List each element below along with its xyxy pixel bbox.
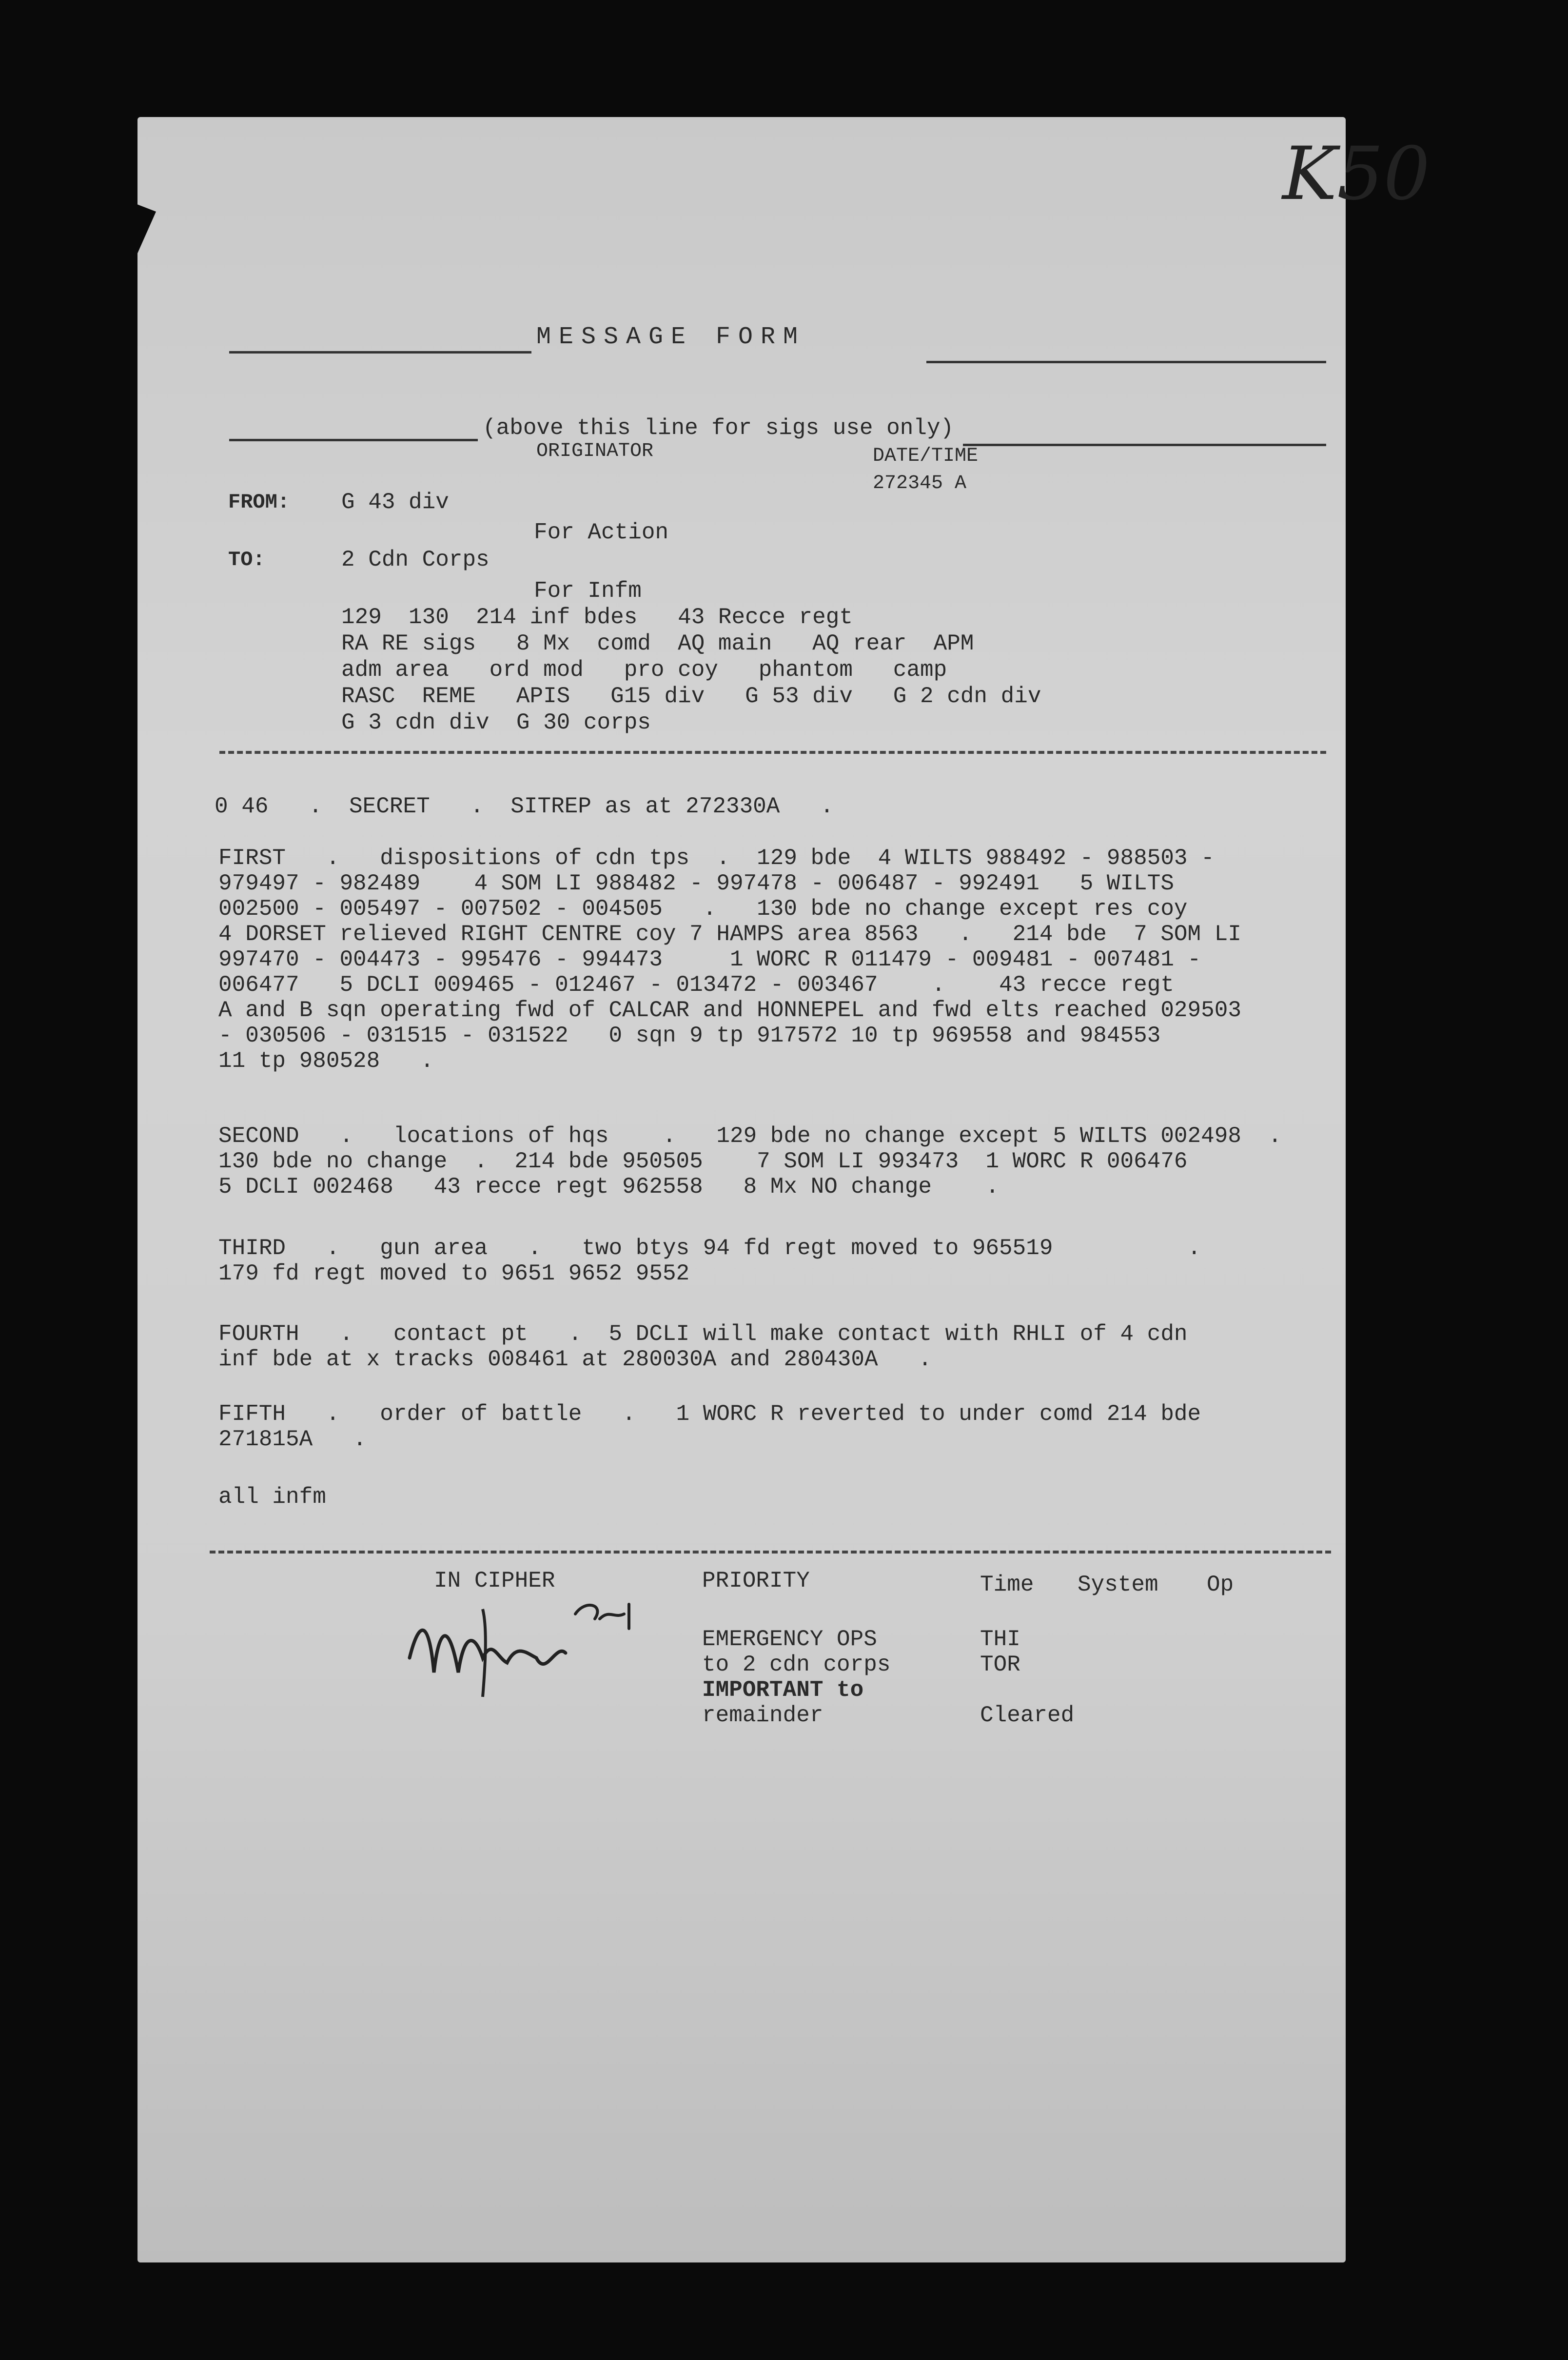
body-line: 006477 5 DCLI 009465 - 012467 - 013472 - 003467 . 43 recce regt: [218, 972, 1174, 998]
priority-line: to 2 cdn corps: [702, 1652, 891, 1677]
sigs-note: (above this line for sigs use only): [483, 415, 954, 441]
body-line: 979497 - 982489 4 SOM LI 988482 - 997478 - 006487 - 992491 5 WILTS: [218, 871, 1174, 896]
infm-line: RA RE sigs 8 Mx comd AQ main AQ rear APM: [341, 631, 974, 656]
priority-line: IMPORTANT to: [702, 1677, 864, 1703]
message-header-line: 0 46 . SECRET . SITREP as at 272330A .: [215, 794, 834, 819]
signature-icon: [400, 1599, 653, 1726]
form-title: MESSAGE FORM: [536, 323, 806, 351]
title-rule-right: [926, 361, 1326, 363]
body-line: 179 fd regt moved to 9651 9652 9552: [218, 1261, 690, 1286]
body-line: all infm: [218, 1484, 326, 1510]
priority-label: PRIORITY: [702, 1568, 810, 1593]
from-label: FROM:: [228, 491, 290, 514]
infm-line: 129 130 214 inf bdes 43 Recce regt: [341, 605, 853, 630]
to-label: TO:: [228, 548, 265, 571]
body-line: inf bde at x tracks 008461 at 280030A and 280430A .: [218, 1347, 932, 1372]
body-line: 130 bde no change . 214 bde 950505 7 SOM LI 993473 1 WORC R 006476: [218, 1149, 1188, 1174]
datetime-value: 272345 A: [873, 472, 967, 494]
datetime-label: DATE/TIME: [873, 445, 979, 467]
op-label: Op: [1207, 1572, 1234, 1597]
priority-line: EMERGENCY OPS: [702, 1627, 877, 1652]
time-line: Cleared: [980, 1703, 1075, 1728]
originator-label: ORIGINATOR: [536, 440, 654, 462]
time-label: Time: [980, 1572, 1034, 1597]
footer-separator: [210, 1551, 1331, 1554]
body-line: 997470 - 004473 - 995476 - 994473 1 WORC R 011479 - 009481 - 007481 -: [218, 947, 1201, 972]
system-label: System: [1078, 1572, 1158, 1597]
infm-line: G 3 cdn div G 30 corps: [341, 710, 651, 735]
from-value: G 43 div: [341, 490, 449, 515]
to-value: 2 Cdn Corps: [341, 547, 490, 572]
infm-line: adm area ord mod pro coy phantom camp: [341, 657, 947, 683]
sigs-rule-left: [229, 439, 478, 441]
body-line: THIRD . gun area . two btys 94 fd regt moved to 965519 .: [218, 1236, 1201, 1261]
address-separator: [219, 751, 1326, 754]
sigs-rule-right: [963, 444, 1326, 446]
body-line: 002500 - 005497 - 007502 - 004505 . 130 bde no change except res coy: [218, 896, 1188, 922]
body-line: 5 DCLI 002468 43 recce regt 962558 8 Mx NO change .: [218, 1174, 1000, 1200]
time-line: TOR: [980, 1652, 1020, 1677]
body-line: SECOND . locations of hqs . 129 bde no change except 5 WILTS 002498 .: [218, 1123, 1282, 1149]
reference-mark: K50: [1282, 132, 1430, 216]
title-rule-left: [229, 351, 531, 354]
infm-line: RASC REME APIS G15 div G 53 div G 2 cdn div: [341, 684, 1041, 709]
body-line: 271815A .: [218, 1427, 367, 1452]
body-line: 4 DORSET relieved RIGHT CENTRE coy 7 HAMPS area 8563 . 214 bde 7 SOM LI: [218, 922, 1241, 947]
body-line: FIRST . dispositions of cdn tps . 129 bde 4 WILTS 988492 - 988503 -: [218, 846, 1215, 871]
body-line: FIFTH . order of battle . 1 WORC R reverted to under comd 214 bde: [218, 1401, 1201, 1427]
body-line: A and B sqn operating fwd of CALCAR and HONNEPEL and fwd elts reached 029503: [218, 998, 1241, 1023]
for-action-label: For Action: [534, 520, 669, 545]
for-infm-label: For Infm: [534, 578, 642, 604]
in-cipher-label: IN CIPHER: [434, 1568, 555, 1593]
body-line: 11 tp 980528 .: [218, 1048, 434, 1074]
time-line: THI: [980, 1627, 1020, 1652]
priority-line: remainder: [702, 1703, 823, 1728]
body-line: - 030506 - 031515 - 031522 0 sqn 9 tp 917572 10 tp 969558 and 984553: [218, 1023, 1161, 1048]
body-line: FOURTH . contact pt . 5 DCLI will make contact with RHLI of 4 cdn: [218, 1321, 1188, 1347]
